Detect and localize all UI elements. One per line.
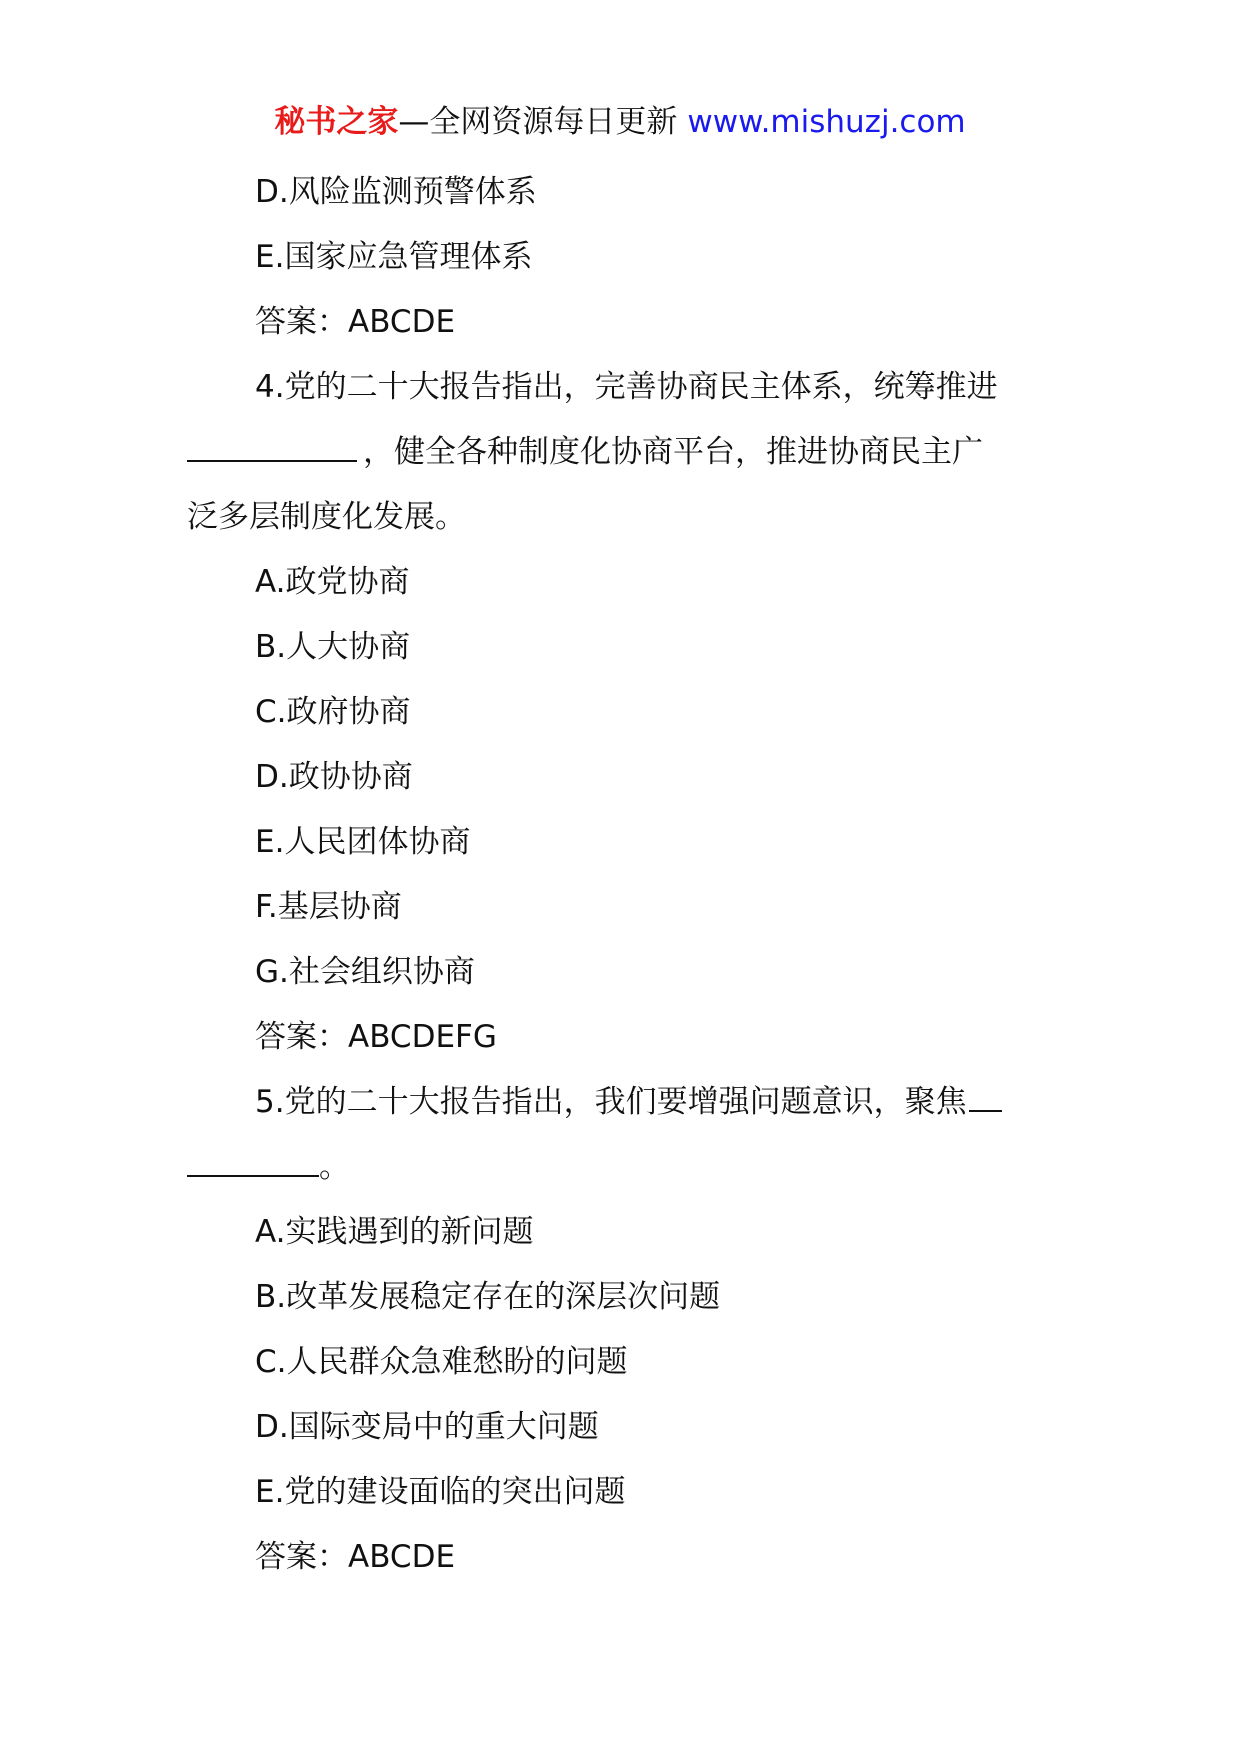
q5-option-d: D.国际变局中的重大问题	[255, 1409, 599, 1445]
q4-option-g: G.社会组织协商	[255, 954, 475, 990]
site-header	[0, 100, 1240, 144]
q5-stem-line-1	[187, 1070, 1057, 1135]
site-brand: 秘书之家	[274, 104, 399, 140]
q4-stem-line-1: 4.党的二十大报告指出，完善协商民主体系，统筹推进	[255, 369, 998, 405]
site-tagline: —全网资源每日更新	[398, 104, 678, 140]
q4-option-f: F.基层协商	[255, 889, 402, 925]
q5-option-b: B.改革发展稳定存在的深层次问题	[255, 1279, 721, 1315]
q5-fill-blank-start	[969, 1070, 1002, 1112]
q5-fill-blank-end	[187, 1135, 319, 1177]
document-body	[187, 160, 1057, 1590]
q5-stem-line-2-text: 。	[319, 1149, 350, 1185]
q3-option-d: D.风险监测预警体系	[255, 174, 537, 210]
q5-stem-line-2	[187, 1135, 1057, 1200]
q4-stem-line-2	[187, 420, 1057, 485]
q3-answer: 答案：ABCDE	[255, 304, 456, 340]
q5-answer: 答案：ABCDE	[255, 1539, 456, 1575]
q3-option-e: E.国家应急管理体系	[255, 239, 533, 275]
q5-option-e: E.党的建设面临的突出问题	[255, 1474, 626, 1510]
q4-stem-line-2-text: ，健全各种制度化协商平台，推进协商民主广	[363, 434, 983, 470]
q4-fill-blank	[187, 420, 357, 462]
q4-option-c: C.政府协商	[255, 694, 411, 730]
q5-option-a: A.实践遇到的新问题	[255, 1214, 534, 1250]
q4-option-a: A.政党协商	[255, 564, 410, 600]
q5-stem-line-1-text: 5.党的二十大报告指出，我们要增强问题意识，聚焦	[255, 1084, 967, 1120]
q4-stem-line-3: 泛多层制度化发展。	[187, 499, 466, 535]
q4-option-b: B.人大协商	[255, 629, 411, 665]
q4-option-d: D.政协协商	[255, 759, 413, 795]
site-url-link[interactable]: www.mishuzj.com	[687, 104, 966, 140]
q4-answer: 答案：ABCDEFG	[255, 1019, 497, 1055]
q5-option-c: C.人民群众急难愁盼的问题	[255, 1344, 628, 1380]
q4-option-e: E.人民团体协商	[255, 824, 471, 860]
